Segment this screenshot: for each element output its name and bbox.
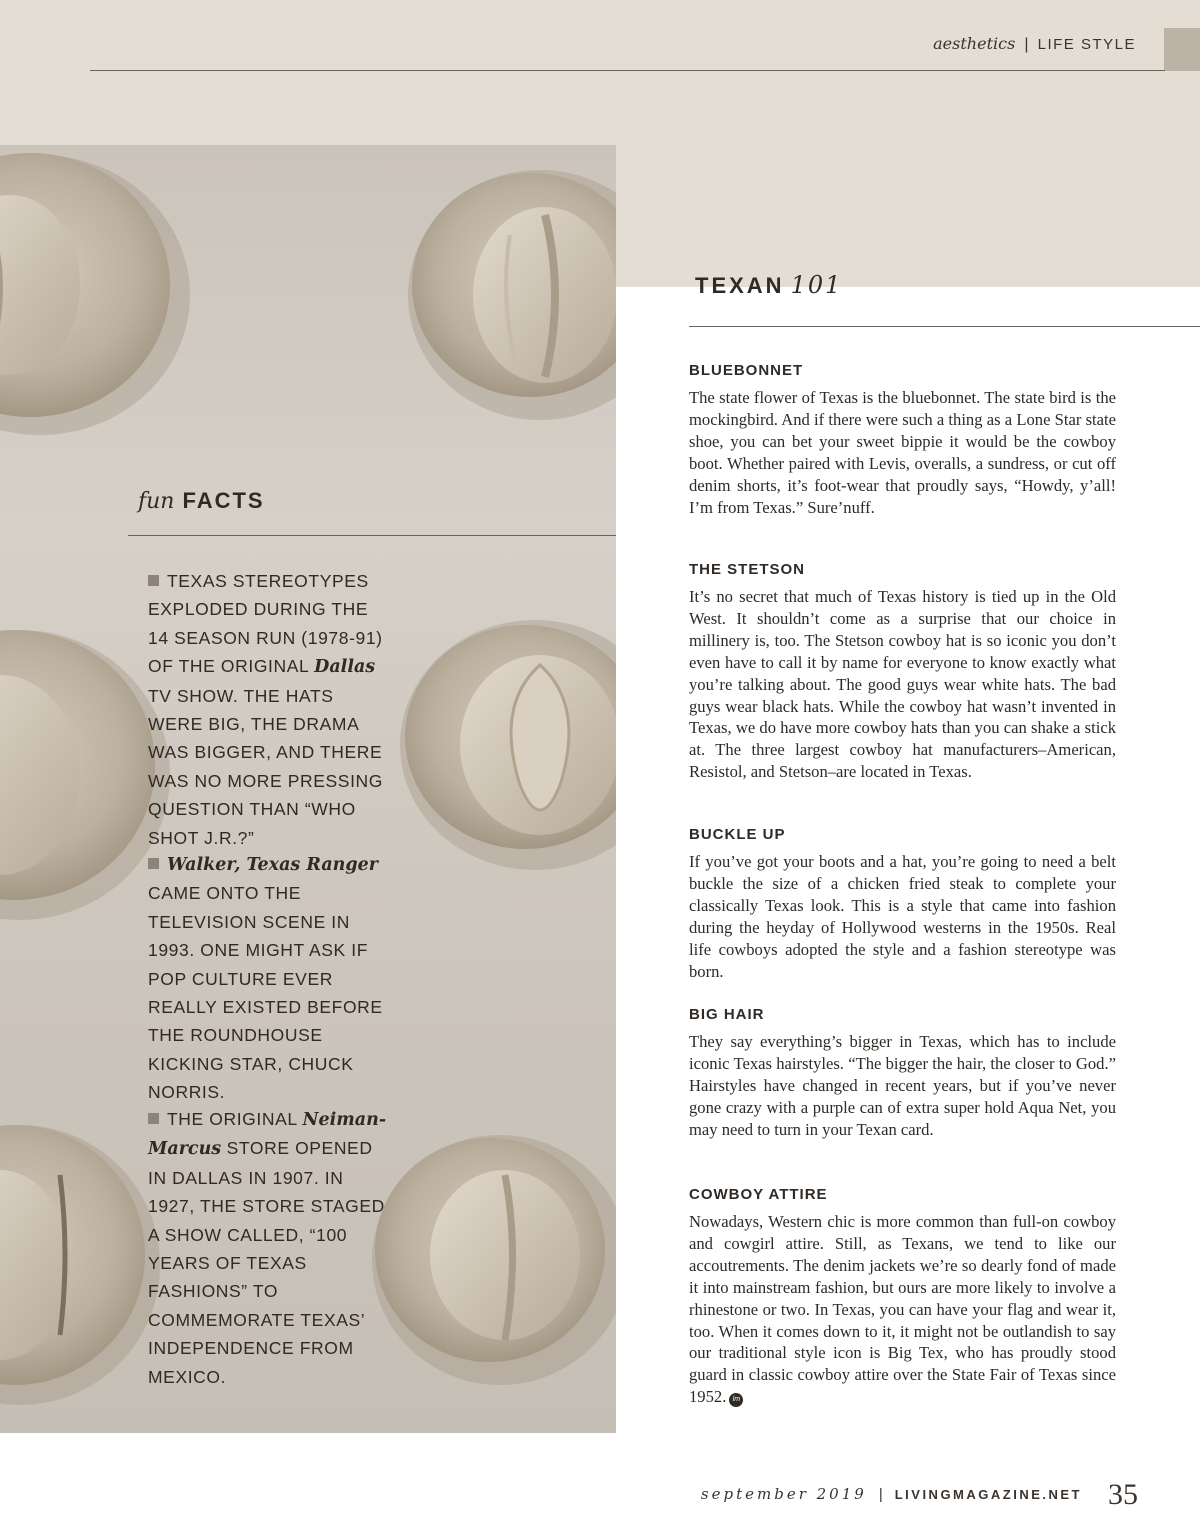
header-separator: | bbox=[1024, 36, 1029, 53]
hat-top-right bbox=[408, 170, 616, 420]
article-title-bold: TEXAN bbox=[695, 273, 785, 298]
hat-bottom-right bbox=[372, 1135, 616, 1385]
fact-item bbox=[148, 1105, 388, 1391]
fact-italic-title: Dallas bbox=[314, 657, 376, 678]
footer-separator: | bbox=[878, 1486, 883, 1503]
header-rule bbox=[90, 70, 1165, 71]
article-title-rule bbox=[689, 326, 1200, 327]
fact-text: TEXAS STEREOTYPES EXPLODED DURING THE 14 SEASON RUN (1978-91) OF THE ORIGINAL bbox=[148, 571, 383, 677]
section-body: It’s no secret that much of Texas history is tied up in the Old West. It shouldn’t come as a surprise that our choice in millinery is, too. The Stetson cowboy hat is so iconic you don’t even have to call it by name for everyone to know exactly what you’re talking about. The good guys wear white hats. The bad guys wear black hats. While the cowboy hat wasn’t invented in Texas, we do have more cowboy hats than you can shake a stick at. The three largest cowboy hat manufacturers–American, Resistol, and Stetson–are located in Texas. bbox=[689, 587, 1116, 782]
page-footer bbox=[701, 1478, 1138, 1512]
hat-bottom-left bbox=[0, 1125, 160, 1405]
article-section bbox=[689, 1006, 1116, 1141]
section-body bbox=[689, 1211, 1116, 1408]
section-heading: BIG HAIR bbox=[689, 1006, 765, 1023]
fact-item bbox=[148, 567, 388, 852]
article-section bbox=[689, 826, 1116, 982]
header-tab bbox=[1164, 28, 1200, 71]
fact-text: TV SHOW. THE HATS WERE BIG, THE DRAMA WAS BIGGER, AND THERE WAS NO MORE PRESSING QUESTION THAN “WHO SHOT J.R.?” bbox=[148, 685, 383, 848]
fun-facts-title bbox=[138, 486, 265, 514]
magazine-logo-icon: lm bbox=[729, 1393, 743, 1407]
hat-middle-left bbox=[0, 630, 170, 920]
footer-site: LIVINGMAGAZINE.NET bbox=[894, 1487, 1082, 1502]
section-body: The state flower of Texas is the bluebonnet. The state bird is the mockingbird. And if there were such a thing as a Lone Star state shoe, you can bet your sweet bippie it would be the cowboy boot. Whether paired with Levis, overalls, a sundress, or cut off denim shorts, it’s foot-wear that proudly says, “Howdy, y’all! I’m from Texas.” Sure’nuff. bbox=[689, 388, 1116, 517]
bullet-square-icon bbox=[148, 575, 159, 586]
article-section bbox=[689, 561, 1116, 783]
hat-middle-right bbox=[400, 620, 616, 870]
title-band bbox=[616, 145, 1200, 287]
fact-italic-title: Walker, Texas Ranger bbox=[167, 855, 378, 875]
fact-text: THE ORIGINAL bbox=[167, 1109, 303, 1129]
section-body: If you’ve got your boots and a hat, you’re going to need a belt buckle the size of a chicken fried steak to complete your classically Texas look. This is a style that came into fashion during the heyday of Hollywood westerns in the 1950s. Real life cowboys adopted the style and a fashion stereotype was born. bbox=[689, 852, 1116, 981]
article-title bbox=[695, 271, 842, 299]
section-heading: COWBOY ATTIRE bbox=[689, 1186, 828, 1203]
article-section bbox=[689, 1186, 1116, 1408]
section-heading: BLUEBONNET bbox=[689, 362, 804, 379]
header-section: LIFE STYLE bbox=[1037, 36, 1136, 53]
fact-text: STORE OPENED IN DALLAS IN 1907. IN 1927, THE STORE STAGED A SHOW CALLED, “100 YEARS OF TEXAS FASHIONS” TO COMMEMORATE TEXAS’ INDEPENDENCE FROM MEXICO. bbox=[148, 1138, 385, 1387]
section-body: They say everything’s bigger in Texas, which has to include iconic Texas hairstyles. “The bigger the hair, the closer to God.” Hairstyles have changed in recent years, but if you’ve never gone crazy with a purple can of extra super hold Aqua Net, you may need to turn in your Texan card. bbox=[689, 1032, 1116, 1139]
article-title-italic: 101 bbox=[790, 271, 843, 299]
hat-top-left bbox=[0, 153, 190, 435]
running-header bbox=[933, 34, 1136, 54]
section-heading: BUCKLE UP bbox=[689, 826, 786, 843]
footer-date: september 2019 bbox=[700, 1485, 867, 1503]
bullet-square-icon bbox=[148, 858, 159, 869]
header-category: aesthetics bbox=[933, 34, 1016, 53]
page-number: 35 bbox=[1108, 1478, 1138, 1511]
fun-facts-rule bbox=[128, 535, 616, 536]
section-body-text: Nowadays, Western chic is more common than full-on cowboy and cowgirl attire. Still, as Texans, we tend to like our accoutrements. The denim jackets we’re so dearly fond of made it into mainstream fashion, but ours are more likely to involve a rhinestone or two. In Texas, you can have your flag and wear it, too. When it comes down to it, it might not be outlandish to say our traditional style icon is Big Tex, who has proudly stood guard in classic cowboy attire over the State Fair of Texas since 1952. bbox=[689, 1212, 1116, 1407]
fact-text: CAME ONTO THE TELEVISION SCENE IN 1993. ONE MIGHT ASK IF POP CULTURE EVER REALLY EXISTED BEFORE THE ROUNDHOUSE KICKING STAR, CHUCK NORRIS. bbox=[148, 883, 383, 1103]
fact-item bbox=[148, 850, 388, 1107]
fun-facts-title-bold: FACTS bbox=[182, 488, 265, 513]
fun-facts-title-script: fun bbox=[138, 489, 175, 514]
article-section bbox=[689, 362, 1116, 518]
bullet-square-icon bbox=[148, 1113, 159, 1124]
section-heading: THE STETSON bbox=[689, 561, 806, 578]
fact-italic-title: Neiman-Marcus bbox=[148, 1110, 387, 1160]
